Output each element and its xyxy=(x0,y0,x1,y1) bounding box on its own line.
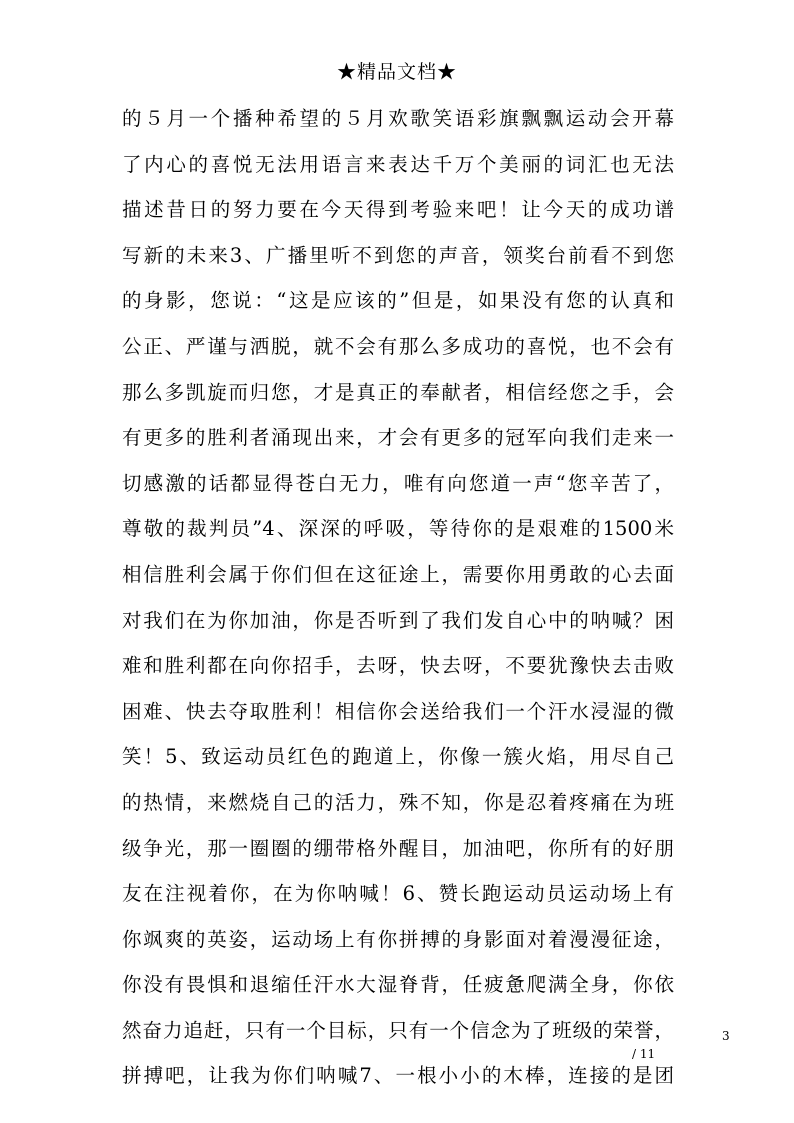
body-text-line: 对我们在为你加油，你是否听到了我们发自心中的呐喊？困 xyxy=(122,608,674,632)
body-text-line: 尊敬的裁判员”4、深深的呼吸，等待你的是艰难的1500米 xyxy=(122,517,674,541)
body-text-line: 你没有畏惧和退缩任汗水大湿脊背，任疲惫爬满全身，你依 xyxy=(122,973,674,997)
page-number: 3 xyxy=(722,1029,730,1043)
body-text-line: 的５月一个播种希望的５月欢歌笑语彩旗飘飘运动会开幕 xyxy=(122,107,674,130)
body-text-line: 了内心的喜悦无法用语言来表达千万个美丽的词汇也无法 xyxy=(122,152,674,176)
body-text-line: 级争光，那一圈圈的绷带格外醒目，加油吧，你所有的好朋 xyxy=(122,836,674,860)
body-text-line: 友在注视着你，在为你呐喊！6、赞长跑运动员运动场上有 xyxy=(122,882,674,906)
page-header-title: ★精品文档★ xyxy=(336,61,457,83)
body-text-line: 拼搏吧，让我为你们呐喊7、一根小小的木棒，连接的是团 xyxy=(122,1064,674,1088)
body-text-line: 描述昔日的努力要在今天得到考验来吧！让今天的成功谱 xyxy=(122,198,674,222)
body-text-line: 的热情，来燃烧自己的活力，殊不知，你是忍着疼痛在为班 xyxy=(122,790,674,814)
body-text-line: 笑！5、致运动员红色的跑道上，你像一簇火焰，用尽自己 xyxy=(122,745,674,769)
body-text-line: 公正、严谨与洒脱，就不会有那么多成功的喜悦，也不会有 xyxy=(122,334,674,358)
body-text-line: 困难、快去夺取胜利！相信你会送给我们一个汗水浸湿的微 xyxy=(122,699,674,723)
body-text-line: 切感激的话都显得苍白无力，唯有向您道一声“您辛苦了， xyxy=(122,471,674,495)
body-text-line: 的身影，您说：“这是应该的”但是，如果没有您的认真和 xyxy=(122,289,674,313)
body-text-line: 你飒爽的英姿，运动场上有你拼搏的身影面对着漫漫征途， xyxy=(122,927,674,951)
page-total: / 11 xyxy=(632,1047,656,1061)
document-body xyxy=(122,96,674,1099)
body-text-line: 有更多的胜利者涌现出来，才会有更多的冠军向我们走来一 xyxy=(122,426,674,450)
body-text-line: 然奋力追赶，只有一个目标，只有一个信念为了班级的荣誉， xyxy=(122,1018,674,1042)
body-text-line: 难和胜利都在向你招手，去呀，快去呀，不要犹豫快去击败 xyxy=(122,654,674,678)
body-text-line: 相信胜利会属于你们但在这征途上，需要你用勇敢的心去面 xyxy=(122,562,674,586)
body-text-line: 写新的未来3、广播里听不到您的声音，领奖台前看不到您 xyxy=(122,243,674,267)
body-text-line: 那么多凯旋而归您，才是真正的奉献者，相信经您之手，会 xyxy=(122,380,674,404)
